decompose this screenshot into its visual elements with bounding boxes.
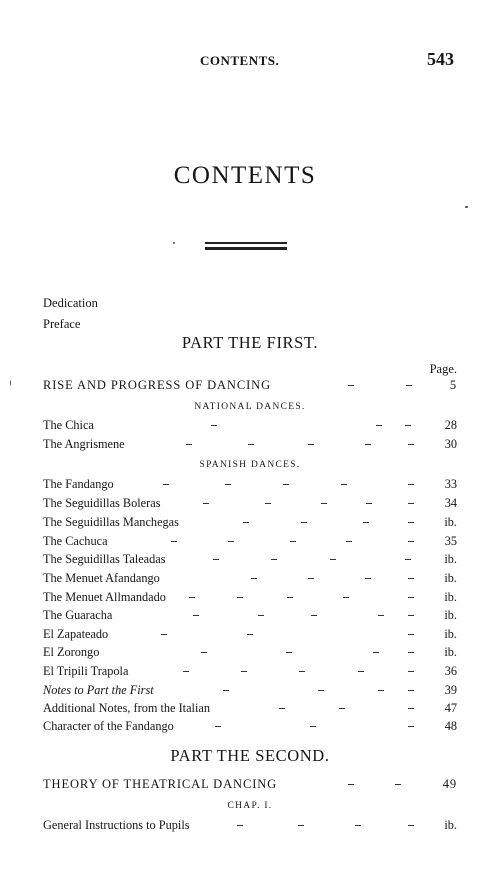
page-column-label: Page. (429, 362, 457, 376)
toc-entry-page: 47 (444, 701, 457, 715)
toc-entry-page: ib. (444, 645, 457, 659)
page-title (0, 162, 500, 190)
toc-entry-title: The Menuet Afandango (43, 571, 160, 585)
national-dances-heading: NATIONAL DANCES. (194, 402, 306, 412)
toc-entry-title: The Seguidillas Taleadas (43, 552, 166, 566)
toc-entry-page: 5 (449, 378, 457, 392)
toc-entry-page: ib. (444, 818, 457, 832)
toc-entry-page: ib. (444, 590, 457, 604)
toc-entry-title: El Zapateado (43, 627, 109, 641)
front-matter-dedication: Dedication (43, 296, 98, 310)
front-matter-preface: Preface (43, 317, 81, 331)
toc-entry-title: The Angrismene (43, 437, 125, 451)
toc-entry-title: The Fandango (43, 477, 114, 491)
toc-entry-title: The Guaracha (43, 608, 113, 622)
toc-entry-title: The Cachuca (43, 534, 108, 548)
toc-entry-title: El Zorongo (43, 645, 100, 659)
toc-entry-title: Character of the Fandango (43, 719, 174, 733)
toc-entry (43, 551, 457, 567)
part-two-heading: PART THE SECOND. (170, 746, 330, 765)
toc-entry-page: ib. (444, 552, 457, 566)
page-title-text: CONTENTS (173, 162, 317, 189)
toc-entry-page: 49 (442, 777, 457, 791)
toc-entry-title: General Instructions to Pupils (43, 818, 190, 832)
toc-entry-title: The Seguidillas Boleras (43, 496, 161, 510)
toc-entry (43, 589, 457, 605)
toc-entry (43, 476, 457, 492)
toc-entry (43, 626, 457, 642)
chapter-heading: CHAP. I. (227, 801, 273, 811)
toc-entry (43, 718, 457, 734)
toc-entry (43, 436, 457, 452)
toc-entry (43, 700, 457, 716)
toc-entry-title: The Menuet Allmandado (43, 590, 166, 604)
toc-entry-title: THEORY OF THEATRICAL DANCING (43, 777, 278, 791)
toc-entry (43, 495, 457, 511)
scan-speck (465, 206, 468, 208)
toc-entry (43, 644, 457, 660)
toc-entry-page: 34 (444, 496, 457, 510)
toc-entry (43, 514, 457, 530)
running-head: CONTENTS. (200, 53, 280, 68)
toc-entry-page: 48 (444, 719, 457, 733)
toc-entry (43, 533, 457, 549)
toc-entry (43, 417, 457, 433)
toc-entry (43, 663, 457, 679)
spanish-dances-heading: SPANISH DANCES. (199, 460, 301, 470)
toc-entry-page: 39 (444, 683, 457, 697)
title-rule-bottom (205, 247, 287, 250)
toc-entry-page: ib. (444, 571, 457, 585)
toc-entry-main (43, 776, 457, 792)
toc-entry-title: El Tripili Trapola (43, 664, 129, 678)
toc-entry-title: RISE AND PROGRESS OF DANCING (43, 378, 272, 392)
toc-entry-title: The Chica (43, 418, 94, 432)
part-one-heading: PART THE FIRST. (181, 333, 319, 352)
toc-entry-page: 33 (444, 477, 457, 491)
toc-entry-page: ib. (444, 515, 457, 529)
toc-entry-title: Notes to Part the First (43, 683, 154, 697)
toc-entry-page: ib. (444, 627, 457, 641)
toc-entry-page: 36 (444, 664, 457, 678)
toc-entry-page: ib. (444, 608, 457, 622)
toc-entry (43, 682, 457, 698)
toc-entry (43, 607, 457, 623)
scan-speck (173, 242, 175, 244)
toc-entry-title: Additional Notes, from the Italian (43, 701, 210, 715)
title-rule-top (205, 242, 287, 244)
toc-entry-title: The Seguidillas Manchegas (43, 515, 179, 529)
toc-entry-page: 35 (444, 534, 457, 548)
toc-entry-page: 28 (444, 418, 457, 432)
scan-speck (10, 380, 11, 386)
page-number: 543 (427, 49, 454, 69)
toc-entry-main (43, 377, 457, 393)
toc-entry (43, 570, 457, 586)
toc-entry-page: 30 (444, 437, 457, 451)
toc-entry (43, 817, 457, 833)
